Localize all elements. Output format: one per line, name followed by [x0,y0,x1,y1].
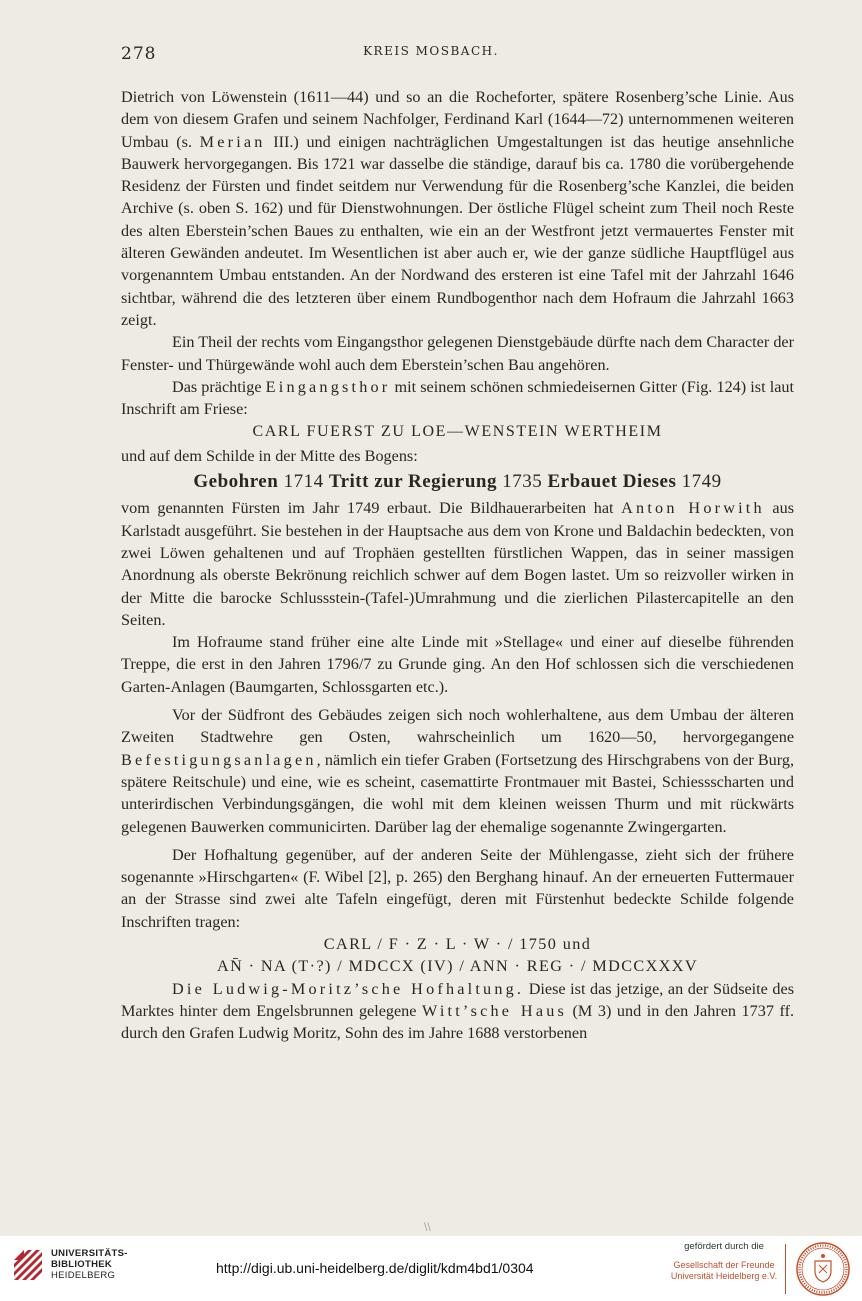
scan-artifact: \\ [424,1222,431,1233]
running-title: KREIS MOSBACH. [363,44,499,58]
permalink-url[interactable]: http://digi.ub.uni-heidelberg.de/diglit/kdm4bd1/0304 [216,1260,534,1276]
fraktur-inscription: Gebohren 1714 Tritt zur Regierung 1735 Erbauet Dieses 1749 [193,471,722,493]
inscription: CARL / F · Z · L · W · / 1750 und [323,934,592,953]
divider [785,1244,786,1294]
paragraph: Ein Theil der rechts vom Eingangsthor gelegenen Dienstgebäude dürfte nach dem Character der Fenster- und Thürgewände wohl auch dem Eberstein’schen Bau angehören. [121,333,794,374]
ub-heidelberg-logo-icon[interactable] [10,1246,46,1290]
library-name: UNIVERSITÄTS- BIBLIOTHEK HEIDELBERG [51,1248,128,1281]
university-seal-icon [795,1241,851,1297]
paragraph: Dietrich von Löwenstein (1611—44) und so an die Rocheforter, spätere Rosenberg’sche Linie. Aus dem von diesem Grafen und seinem Nachfolger, Ferdinand Karl (1644—72) unternommenen weiteren Umbau (s. Merian III.) und einigen nachträglichen Umgestaltungen ist das heutige ansehnliche Bauwerk hervorgegangen. Bis 1721 war dasselbe die ständige, darauf bis ca. 1780 die vorübergehende Residenz der Fürsten und findet seitdem nur Verwendung für die Rosenberg’sche Kanzlei, die beiden Archive (s. oben S. 162) und für Dienstwohnungen. Der östliche Flügel scheint zum Theil noch Reste des alten Eberstein’schen Baues zu enthalten, wie ein an der Westfront jetzt vermauertes Fenster mit älteren Gewänden andeutet. Im Wesentlichen ist aber auch er, wie der ganze südliche Hauptflügel aus vorgenanntem Umbau entstanden. An der Nordwand des ersteren ist eine Tafel mit der Jahrzahl 1646 sichtbar, während die des letzteren über einem Rundbogenthor nach dem Hofraum die Jahrzahl 1663 zeigt. [121,88,795,329]
paragraph: Der Hofhaltung gegenüber, auf der anderen Seite der Mühlengasse, zieht sich der frühere sogenannte »Hirschgarten« (F. Wibel [2], p. 265) den Berghang hinauf. An der erneuerten Futtermauer an der Strasse sind zwei alte Tafeln eingefügt, deren mit Fürstenhut bedeckte Schilde folgende Inschriften tragen: [121,845,794,931]
paragraph: Vor der Südfront des Gebäudes zeigen sich noch wohlerhaltene, aus dem Umbau der älteren Zweiten Stadtwehre gen Osten, wahrscheinlich um 1620—50, hervorgegangene Befestigungsanlagen, nämlich ein tiefer Graben (Fortsetzung des Hirschgrabens von der Burg, spätere Reitschule) und eine, wie es scheint, casemattirte Frontmauer mit Bastei, Schiessscharten und unterirdischen Verbindungsgängen, die wohl mit dem kleinen weissen Thurm und mit rückwärts gelegenen Bauwerken communicirten. Darüber lag der ehemalige sogenannte Zwingergarten. [121,706,794,836]
page-number: 278 [121,44,157,64]
paragraph: Die Ludwig-Moritz’sche Hofhaltung. Diese ist das jetzige, an der Südseite des Marktes hinter dem Engelsbrunnen gelegene Witt’sche Haus (M 3) und in den Jahren 1737 ff. durch den Grafen Ludwig Moritz, Sohn des im Jahre 1688 verstorbenen [121,979,795,1043]
sponsor-block: gefördert durch die Gesellschaft der Freunde Universität Heidelberg e.V. [670,1241,778,1281]
footer-bar [0,1236,862,1301]
paragraph: vom genannten Fürsten im Jahr 1749 erbaut. Die Bildhauerarbeiten hat Anton Horwith aus Karlstadt ausgeführt. Sie bestehen in der Hauptsache aus dem von Krone und Baldachin bedeckten, von zwei Löwen gehaltenen und auf Trophäen gestellten fürstlichen Wappen, das in seiner massigen Anordnung als oberste Bekrönung reichlich schwer auf dem Bogen lastet. Um so reizvoller wirken in der Mitte die barocke Schlussstein-(Tafel-)Umrahmung und die zierlichen Pilastercapitelle an den Seiten. [121,499,794,629]
paragraph: Das prächtige Eingangsthor mit seinem schönen schmiedeisernen Gitter (Fig. 124) ist laut Inschrift am Friese: [121,377,794,419]
inscription: AN̄ · NA (T·?) / MDCCX (IV) / ANN · REG · / MDCCXXXV [216,957,698,976]
body-text [121,86,794,1044]
paragraph: und auf dem Schilde in der Mitte des Bogens: [121,446,418,465]
paragraph: Im Hofraume stand früher eine alte Linde mit »Stellage« und einer auf dieselbe führenden Treppe, die erst in den Jahren 1796/7 zu Grunde ging. An den Hof schlossen sich die verschiedenen Garten-Anlagen (Baumgarten, Schlossgarten etc.). [121,633,794,696]
inscription: CARL FUERST ZU LOE—WENSTEIN WERTHEIM [252,423,663,441]
